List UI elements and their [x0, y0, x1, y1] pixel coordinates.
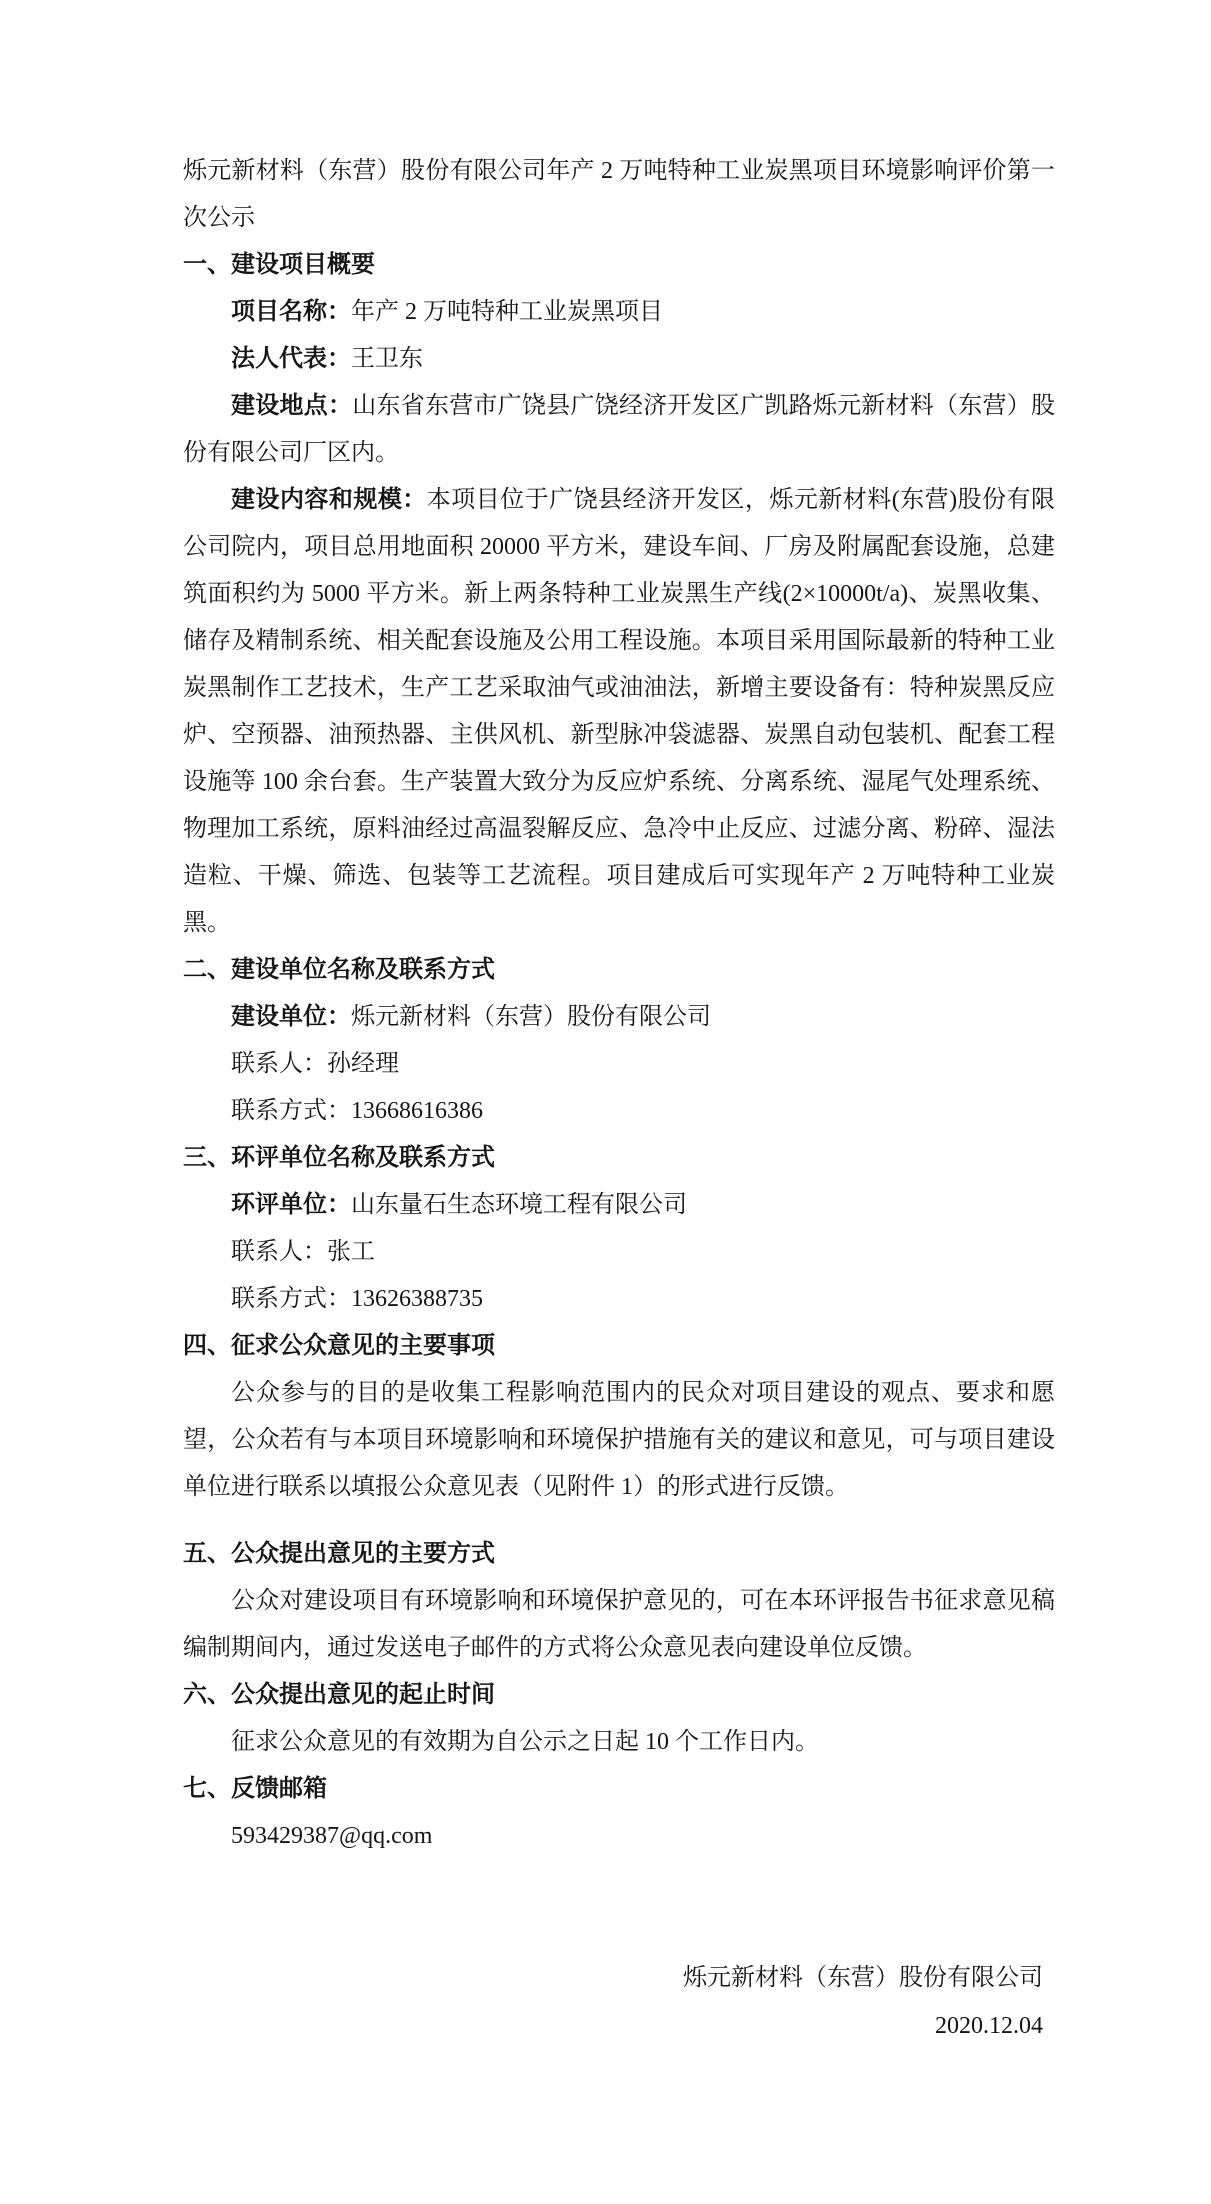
field-line — [183, 289, 1055, 336]
field-line — [183, 1182, 1055, 1229]
field-line — [183, 1229, 1055, 1276]
document-footer — [183, 1954, 1055, 2050]
footer-company: 烁元新材料（东营）股份有限公司 — [683, 1965, 1043, 1991]
section-heading-7: 七、反馈邮箱 — [183, 1776, 327, 1802]
section-heading-5: 五、公众提出意见的主要方式 — [183, 1541, 495, 1567]
field-line — [183, 1088, 1055, 1135]
field-value: 烁元新材料（东营）股份有限公司 — [351, 1004, 711, 1030]
paragraph: 公众参与的目的是收集工程影响范围内的民众对项目建设的观点、要求和愿望，公众若有与本项目环境影响和环境保护措施有关的建议和意见，可与项目建设单位进行联系以填报公众意见表（见附件 1）的形式进行反馈。 — [183, 1380, 1055, 1500]
field-label: 联系方式： — [231, 1286, 351, 1312]
field-label: 建设地点： — [231, 393, 353, 419]
field-value: 张工 — [327, 1239, 375, 1265]
field-value: 王卫东 — [351, 346, 423, 372]
section-heading-6: 六、公众提出意见的起止时间 — [183, 1682, 495, 1708]
field-label: 环评单位： — [231, 1192, 351, 1218]
section-heading-1: 一、建设项目概要 — [183, 252, 375, 278]
field-value: 本项目位于广饶县经济开发区，烁元新材料(东营)股份有限公司院内，项目总用地面积 20000 平方米，建设车间、厂房及附属配套设施，总建筑面积约为 5000 平方米。新上两条特种工业炭黑生产线(2×10000t/a)、炭黑收集、储存及精制系统、相关配套设施及公用工程设施。本项目采用国际最新的特种工业炭黑制作工艺技术，生产工艺采取油气或油油法，新增主要设备有：特种炭黑反应炉、空预器、油预热器、主供风机、新型脉冲袋滤器、炭黑自动包装机、配套工程设施等 100 余台套。生产装置大致分为反应炉系统、分离系统、湿尾气处理系统、物理加工系统，原料油经过高温裂解反应、急冷中止反应、过滤分离、粉碎、湿法造粒、干燥、筛选、包装等工艺流程。项目建成后可实现年产 2 万吨特种工业炭黑。 — [183, 487, 1056, 936]
document-body — [183, 148, 1055, 1860]
field-value: 年产 2 万吨特种工业炭黑项目 — [351, 299, 663, 325]
field-value: 孙经理 — [327, 1051, 399, 1077]
field-label: 建设内容和规模： — [231, 487, 427, 513]
document-title: 烁元新材料（东营）股份有限公司年产 2 万吨特种工业炭黑项目环境影响评价第一次公示 — [183, 158, 1055, 231]
field-label: 联系人： — [231, 1239, 327, 1265]
field-line — [183, 477, 1055, 947]
section-heading-4: 四、征求公众意见的主要事项 — [183, 1333, 495, 1359]
field-value: 13626388735 — [351, 1286, 483, 1312]
field-label: 项目名称： — [231, 299, 351, 325]
field-label: 建设单位： — [231, 1004, 351, 1030]
field-line — [183, 1276, 1055, 1323]
paragraph: 公众对建设项目有环境影响和环境保护意见的，可在本环评报告书征求意见稿编制期间内，通过发送电子邮件的方式将公众意见表向建设单位反馈。 — [183, 1588, 1055, 1661]
field-line — [183, 994, 1055, 1041]
field-value: 13668616386 — [351, 1098, 483, 1124]
section-heading-3: 三、环评单位名称及联系方式 — [183, 1145, 495, 1171]
paragraph: 征求公众意见的有效期为自公示之日起 10 个工作日内。 — [231, 1729, 819, 1755]
footer-date: 2020.12.04 — [935, 2013, 1043, 2039]
field-line — [183, 336, 1055, 383]
paragraph: 593429387@qq.com — [231, 1823, 433, 1849]
field-label: 联系方式： — [231, 1098, 351, 1124]
field-label: 联系人： — [231, 1051, 327, 1077]
section-heading-2: 二、建设单位名称及联系方式 — [183, 957, 495, 983]
field-value: 山东量石生态环境工程有限公司 — [351, 1192, 687, 1218]
field-label: 法人代表： — [231, 346, 351, 372]
field-line — [183, 1041, 1055, 1088]
field-line — [183, 383, 1055, 477]
field-value: 山东省东营市广饶县广饶经济开发区广凯路烁元新材料（东营）股份有限公司厂区内。 — [183, 393, 1056, 466]
